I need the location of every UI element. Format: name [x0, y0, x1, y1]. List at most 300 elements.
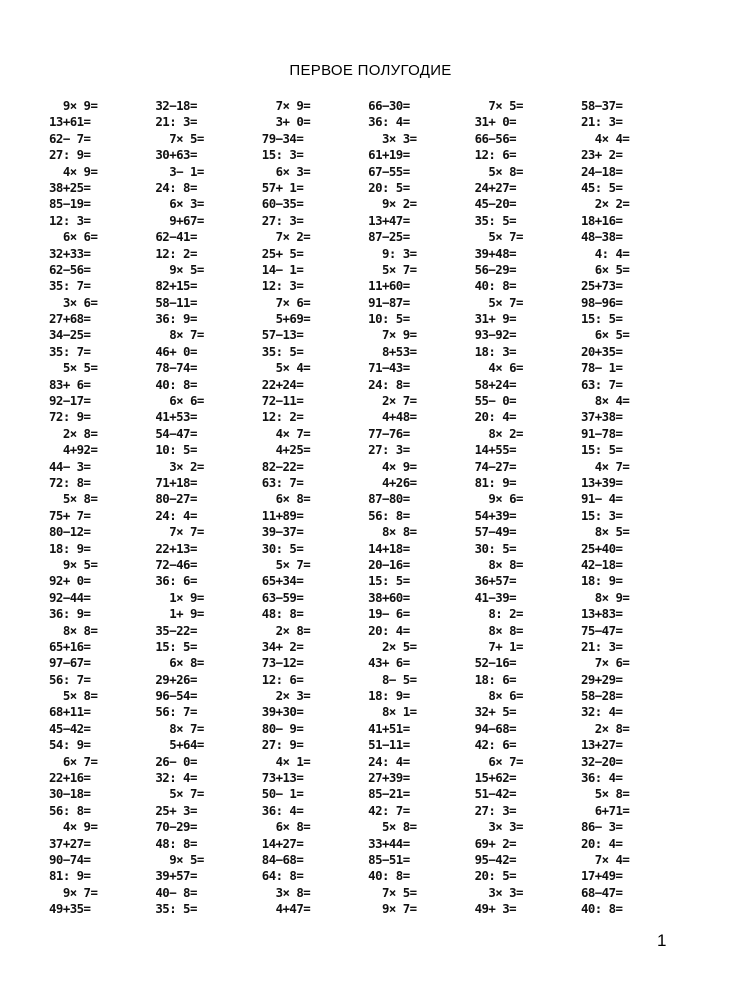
- exercise-item: 78−74=: [155, 360, 197, 376]
- exercise-item: 15: 5=: [368, 573, 410, 589]
- exercise-item: 63: 7=: [261, 474, 304, 490]
- exercise-item: 56: 8=: [368, 507, 410, 523]
- exercise-item: 68−47=: [580, 884, 623, 900]
- exercise-item: 90−74=: [49, 851, 91, 867]
- exercise-item: 36: 4=: [368, 114, 410, 130]
- exercise-item: 8+53=: [368, 343, 417, 359]
- exercise-item: 78− 1=: [580, 360, 623, 376]
- exercise-item: 56: 8=: [49, 802, 91, 818]
- exercise-item: 7× 4=: [580, 851, 630, 867]
- exercise-item: 27: 9=: [261, 737, 304, 753]
- exercise-item: 54−47=: [155, 425, 197, 441]
- exercise-item: 1× 9=: [155, 589, 204, 605]
- exercise-item: 4+26=: [368, 474, 417, 490]
- exercise-item: 2× 2=: [580, 196, 630, 212]
- exercise-item: 4+48=: [368, 409, 417, 425]
- exercise-item: 55− 0=: [474, 393, 517, 409]
- exercise-item: 22+13=: [155, 540, 197, 556]
- exercise-item: 7× 5=: [155, 130, 204, 146]
- page-title: ПЕРВОЕ ПОЛУГОДИЕ: [289, 62, 452, 79]
- exercise-item: 9× 5=: [155, 261, 204, 277]
- exercise-item: 5× 7=: [155, 786, 204, 802]
- exercise-item: 52−16=: [474, 655, 517, 671]
- exercise-item: 8× 5=: [580, 524, 630, 540]
- exercise-item: 12: 3=: [49, 212, 91, 228]
- exercise-item: 51−11=: [368, 737, 410, 753]
- exercise-item: 29+29=: [580, 671, 623, 687]
- exercise-item: 6× 8=: [155, 655, 204, 671]
- exercise-item: 66−56=: [474, 130, 517, 146]
- exercise-item: 8× 2=: [474, 425, 523, 441]
- exercise-item: 70−29=: [155, 819, 197, 835]
- exercise-item: 2× 8=: [49, 425, 98, 441]
- exercise-item: 39−37=: [261, 524, 304, 540]
- exercise-item: 9+67=: [155, 212, 204, 228]
- exercise-item: 97−67=: [49, 655, 91, 671]
- exercise-column: [581, 98, 687, 918]
- exercise-item: 6× 7=: [49, 753, 98, 769]
- exercise-item: 27: 9=: [49, 147, 91, 163]
- exercise-item: 22+16=: [49, 770, 91, 786]
- exercise-item: 35: 7=: [49, 343, 91, 359]
- exercise-item: 9× 9=: [49, 98, 98, 113]
- exercise-item: 46+ 0=: [155, 343, 197, 359]
- exercise-item: 34−25=: [49, 327, 91, 343]
- exercise-item: 7× 6=: [261, 294, 311, 310]
- exercise-item: 45: 5=: [580, 179, 623, 195]
- exercise-item: 8× 4=: [580, 393, 630, 409]
- exercise-item: 6× 3=: [261, 163, 311, 179]
- exercise-item: 4+47=: [261, 901, 311, 917]
- exercise-item: 38+60=: [368, 589, 410, 605]
- exercise-item: 50− 1=: [261, 786, 304, 802]
- exercise-item: 92−17=: [49, 393, 91, 409]
- exercise-item: 5× 5=: [49, 360, 98, 376]
- exercise-item: 21: 3=: [155, 114, 197, 130]
- exercise-item: 35−22=: [155, 622, 197, 638]
- exercise-item: 35: 7=: [49, 278, 91, 294]
- exercise-item: 9: 3=: [368, 245, 417, 261]
- exercise-item: 4+92=: [49, 442, 98, 458]
- exercise-item: 22+24=: [261, 376, 304, 392]
- exercise-item: 64: 8=: [261, 868, 304, 884]
- exercise-item: 73+13=: [261, 770, 304, 786]
- exercise-item: 7× 5=: [474, 98, 523, 113]
- exercise-item: 60−35=: [261, 196, 304, 212]
- exercise-item: 18: 9=: [368, 688, 410, 704]
- exercise-item: 5× 7=: [368, 261, 417, 277]
- exercise-item: 65+34=: [261, 573, 304, 589]
- exercise-item: 57−49=: [474, 524, 517, 540]
- exercise-column: [155, 98, 261, 918]
- exercise-item: 14+18=: [368, 540, 410, 556]
- exercise-item: 39+57=: [155, 868, 197, 884]
- exercise-item: 35: 5=: [474, 212, 517, 228]
- exercise-item: 34+ 2=: [261, 638, 304, 654]
- exercise-item: 20: 5=: [368, 179, 410, 195]
- exercise-item: 5× 7=: [261, 556, 311, 572]
- exercise-item: 8− 5=: [368, 671, 417, 687]
- exercise-item: 66−30=: [368, 98, 410, 113]
- exercise-item: 2× 7=: [368, 393, 417, 409]
- exercise-column: [368, 98, 474, 918]
- exercise-item: 18: 9=: [580, 573, 623, 589]
- exercise-item: 8× 7=: [155, 327, 204, 343]
- exercise-item: 27+68=: [49, 311, 91, 327]
- exercise-item: 62−41=: [155, 229, 197, 245]
- exercise-item: 7× 2=: [261, 229, 311, 245]
- exercise-item: 24+27=: [474, 179, 517, 195]
- exercise-item: 6× 5=: [580, 261, 630, 277]
- exercise-item: 20: 4=: [580, 835, 623, 851]
- exercise-item: 26− 0=: [155, 753, 197, 769]
- exercise-item: 32−18=: [155, 98, 197, 113]
- exercise-item: 13+83=: [580, 606, 623, 622]
- exercise-item: 72−46=: [155, 556, 197, 572]
- exercise-item: 25+ 5=: [261, 245, 304, 261]
- exercise-item: 32−20=: [580, 753, 623, 769]
- exercise-item: 39+30=: [261, 704, 304, 720]
- exercise-item: 8× 6=: [474, 688, 523, 704]
- exercise-item: 18: 3=: [474, 343, 517, 359]
- exercise-item: 42−18=: [580, 556, 623, 572]
- exercise-item: 10: 5=: [155, 442, 197, 458]
- exercise-item: 80−27=: [155, 491, 197, 507]
- exercise-item: 25+73=: [580, 278, 623, 294]
- exercise-item: 91−78=: [580, 425, 623, 441]
- exercise-item: 12: 3=: [261, 278, 304, 294]
- exercise-item: 14− 1=: [261, 261, 304, 277]
- exercise-item: 2× 5=: [368, 638, 417, 654]
- exercise-item: 48: 8=: [261, 606, 304, 622]
- exercise-item: 42: 6=: [474, 737, 517, 753]
- exercise-item: 74−27=: [474, 458, 517, 474]
- exercise-item: 49+ 3=: [474, 901, 517, 917]
- exercise-item: 58−11=: [155, 294, 197, 310]
- exercise-item: 36: 6=: [155, 573, 197, 589]
- exercise-item: 32+33=: [49, 245, 91, 261]
- exercise-item: 3− 1=: [155, 163, 204, 179]
- exercise-item: 8× 8=: [474, 622, 523, 638]
- exercise-item: 87−80=: [368, 491, 410, 507]
- exercise-item: 31+ 0=: [474, 114, 517, 130]
- exercise-item: 20: 4=: [474, 409, 517, 425]
- exercise-item: 20: 4=: [368, 622, 410, 638]
- exercise-item: 62−56=: [49, 261, 91, 277]
- exercise-item: 82−22=: [261, 458, 304, 474]
- exercise-item: 8× 8=: [49, 622, 98, 638]
- exercise-item: 15: 5=: [155, 638, 197, 654]
- exercise-item: 71−43=: [368, 360, 410, 376]
- exercise-item: 7× 5=: [368, 884, 417, 900]
- exercise-item: 27: 3=: [368, 442, 410, 458]
- exercise-item: 81: 9=: [49, 868, 91, 884]
- exercise-item: 87−25=: [368, 229, 410, 245]
- exercise-item: 30+63=: [155, 147, 197, 163]
- exercise-item: 92−44=: [49, 589, 91, 605]
- exercise-item: 85−51=: [368, 851, 410, 867]
- exercise-item: 63: 7=: [580, 376, 623, 392]
- exercise-item: 4× 9=: [49, 819, 98, 835]
- exercise-item: 48−38=: [580, 229, 623, 245]
- exercise-item: 4× 7=: [580, 458, 630, 474]
- exercise-item: 67−55=: [368, 163, 410, 179]
- exercise-item: 30: 5=: [474, 540, 517, 556]
- exercise-item: 2× 3=: [261, 688, 311, 704]
- exercise-item: 54+39=: [474, 507, 517, 523]
- exercise-item: 40: 8=: [474, 278, 517, 294]
- exercise-item: 44− 3=: [49, 458, 91, 474]
- exercise-item: 58+24=: [474, 376, 517, 392]
- exercise-item: 25+40=: [580, 540, 623, 556]
- exercise-item: 32: 4=: [580, 704, 623, 720]
- exercise-item: 14+55=: [474, 442, 517, 458]
- exercise-item: 30−18=: [49, 786, 91, 802]
- exercise-item: 20: 5=: [474, 868, 517, 884]
- exercise-item: 11+60=: [368, 278, 410, 294]
- exercise-grid: [49, 98, 687, 918]
- exercise-item: 38+25=: [49, 179, 91, 195]
- exercise-item: 45−42=: [49, 720, 91, 736]
- exercise-item: 71+18=: [155, 474, 197, 490]
- exercise-item: 6+71=: [580, 802, 630, 818]
- exercise-item: 56: 7=: [49, 671, 91, 687]
- exercise-item: 40: 8=: [580, 901, 623, 917]
- exercise-item: 91− 4=: [580, 491, 623, 507]
- exercise-item: 10: 5=: [368, 311, 410, 327]
- exercise-item: 13+47=: [368, 212, 410, 228]
- exercise-item: 12: 6=: [261, 671, 304, 687]
- exercise-item: 8× 8=: [368, 524, 417, 540]
- exercise-item: 72: 9=: [49, 409, 91, 425]
- exercise-item: 72−11=: [261, 393, 304, 409]
- exercise-item: 91−87=: [368, 294, 410, 310]
- exercise-item: 32+ 5=: [474, 704, 517, 720]
- exercise-item: 86− 3=: [580, 819, 623, 835]
- exercise-item: 80−12=: [49, 524, 91, 540]
- exercise-item: 24: 8=: [368, 376, 410, 392]
- exercise-item: 3× 3=: [474, 819, 523, 835]
- exercise-item: 9× 7=: [368, 901, 417, 917]
- exercise-item: 58−28=: [580, 688, 623, 704]
- exercise-item: 58−37=: [580, 98, 623, 113]
- exercise-item: 7× 9=: [261, 98, 311, 113]
- exercise-item: 5+69=: [261, 311, 311, 327]
- exercise-item: 18+16=: [580, 212, 623, 228]
- exercise-item: 95−42=: [474, 851, 517, 867]
- exercise-item: 61+19=: [368, 147, 410, 163]
- exercise-item: 15: 3=: [580, 507, 623, 523]
- exercise-item: 36: 9=: [49, 606, 91, 622]
- exercise-item: 82+15=: [155, 278, 197, 294]
- exercise-item: 35: 5=: [155, 901, 197, 917]
- exercise-item: 41−39=: [474, 589, 517, 605]
- exercise-item: 3× 8=: [261, 884, 311, 900]
- exercise-item: 30: 5=: [261, 540, 304, 556]
- exercise-item: 11+89=: [261, 507, 304, 523]
- exercise-item: 14+27=: [261, 835, 304, 851]
- exercise-item: 57−13=: [261, 327, 304, 343]
- exercise-item: 8× 9=: [580, 589, 630, 605]
- exercise-item: 2× 8=: [580, 720, 630, 736]
- exercise-item: 8× 7=: [155, 720, 204, 736]
- exercise-column: [262, 98, 368, 918]
- exercise-item: 57+ 1=: [261, 179, 304, 195]
- exercise-item: 12: 2=: [261, 409, 304, 425]
- exercise-item: 93−92=: [474, 327, 517, 343]
- exercise-item: 15: 3=: [261, 147, 304, 163]
- exercise-item: 23+ 2=: [580, 147, 623, 163]
- exercise-item: 18: 9=: [49, 540, 91, 556]
- exercise-item: 27: 3=: [261, 212, 304, 228]
- exercise-column: [475, 98, 581, 918]
- exercise-item: 33+44=: [368, 835, 410, 851]
- exercise-item: 40: 8=: [368, 868, 410, 884]
- exercise-item: 4: 4=: [580, 245, 630, 261]
- exercise-item: 5× 8=: [368, 819, 417, 835]
- exercise-item: 94−68=: [474, 720, 517, 736]
- exercise-item: 45−20=: [474, 196, 517, 212]
- exercise-item: 85−19=: [49, 196, 91, 212]
- exercise-item: 4+25=: [261, 442, 311, 458]
- exercise-item: 41+51=: [368, 720, 410, 736]
- exercise-item: 3+ 0=: [261, 114, 311, 130]
- exercise-item: 6× 6=: [155, 393, 204, 409]
- exercise-item: 1+ 9=: [155, 606, 204, 622]
- exercise-item: 4× 9=: [49, 163, 98, 179]
- exercise-item: 9× 6=: [474, 491, 523, 507]
- exercise-item: 63−59=: [261, 589, 304, 605]
- exercise-item: 6× 6=: [49, 229, 98, 245]
- exercise-item: 6× 7=: [474, 753, 523, 769]
- exercise-item: 62− 7=: [49, 130, 91, 146]
- exercise-item: 40: 8=: [155, 376, 197, 392]
- exercise-item: 18: 6=: [474, 671, 517, 687]
- exercise-item: 4× 7=: [261, 425, 311, 441]
- exercise-item: 24: 8=: [155, 179, 197, 195]
- exercise-item: 77−76=: [368, 425, 410, 441]
- exercise-item: 73−12=: [261, 655, 304, 671]
- exercise-item: 81: 9=: [474, 474, 517, 490]
- exercise-item: 9× 7=: [49, 884, 98, 900]
- exercise-item: 8× 8=: [474, 556, 523, 572]
- exercise-item: 37+27=: [49, 835, 91, 851]
- exercise-item: 9× 2=: [368, 196, 417, 212]
- exercise-item: 56−29=: [474, 261, 517, 277]
- exercise-item: 4× 9=: [368, 458, 417, 474]
- exercise-item: 83+ 6=: [49, 376, 91, 392]
- exercise-item: 40− 8=: [155, 884, 197, 900]
- exercise-item: 21: 3=: [580, 114, 623, 130]
- exercise-item: 12: 2=: [155, 245, 197, 261]
- exercise-item: 5× 8=: [474, 163, 523, 179]
- exercise-item: 6× 5=: [580, 327, 630, 343]
- exercise-item: 25+ 3=: [155, 802, 197, 818]
- exercise-item: 36+57=: [474, 573, 517, 589]
- exercise-item: 3× 6=: [49, 294, 98, 310]
- exercise-item: 32: 4=: [155, 770, 197, 786]
- exercise-item: 49+35=: [49, 901, 91, 917]
- exercise-item: 69+ 2=: [474, 835, 517, 851]
- exercise-item: 75+ 7=: [49, 507, 91, 523]
- exercise-item: 7× 6=: [580, 655, 630, 671]
- exercise-item: 13+61=: [49, 114, 91, 130]
- exercise-item: 7× 7=: [155, 524, 204, 540]
- exercise-item: 48: 8=: [155, 835, 197, 851]
- exercise-item: 5× 7=: [474, 294, 523, 310]
- exercise-item: 72: 8=: [49, 474, 91, 490]
- exercise-item: 24−18=: [580, 163, 623, 179]
- exercise-item: 13+39=: [580, 474, 623, 490]
- exercise-item: 7× 9=: [368, 327, 417, 343]
- exercise-item: 85−21=: [368, 786, 410, 802]
- exercise-item: 13+27=: [580, 737, 623, 753]
- exercise-item: 8: 2=: [474, 606, 523, 622]
- exercise-item: 36: 4=: [580, 770, 623, 786]
- exercise-item: 27+39=: [368, 770, 410, 786]
- exercise-item: 9× 5=: [49, 556, 98, 572]
- exercise-item: 43+ 6=: [368, 655, 410, 671]
- exercise-item: 80− 9=: [261, 720, 304, 736]
- exercise-item: 5+64=: [155, 737, 204, 753]
- exercise-item: 3× 2=: [155, 458, 204, 474]
- exercise-item: 5× 8=: [49, 491, 98, 507]
- exercise-item: 27: 3=: [474, 802, 517, 818]
- page-number: 1: [657, 931, 667, 950]
- exercise-item: 15: 5=: [580, 311, 623, 327]
- exercise-item: 12: 6=: [474, 147, 517, 163]
- exercise-item: 5× 7=: [474, 229, 523, 245]
- exercise-item: 29+26=: [155, 671, 197, 687]
- exercise-column: [49, 98, 155, 918]
- exercise-item: 56: 7=: [155, 704, 197, 720]
- exercise-item: 39+48=: [474, 245, 517, 261]
- exercise-item: 68+11=: [49, 704, 91, 720]
- exercise-item: 3× 3=: [368, 130, 417, 146]
- exercise-item: 36: 9=: [155, 311, 197, 327]
- exercise-item: 84−68=: [261, 851, 304, 867]
- exercise-item: 4× 4=: [580, 130, 630, 146]
- exercise-item: 96−54=: [155, 688, 197, 704]
- exercise-item: 37+38=: [580, 409, 623, 425]
- exercise-item: 20−16=: [368, 556, 410, 572]
- exercise-item: 21: 3=: [580, 638, 623, 654]
- exercise-item: 6× 8=: [261, 819, 311, 835]
- exercise-item: 4× 1=: [261, 753, 311, 769]
- exercise-item: 6× 8=: [261, 491, 311, 507]
- exercise-item: 65+16=: [49, 638, 91, 654]
- exercise-item: 42: 7=: [368, 802, 410, 818]
- exercise-item: 36: 4=: [261, 802, 304, 818]
- exercise-item: 75−47=: [580, 622, 623, 638]
- exercise-item: 92+ 0=: [49, 573, 91, 589]
- exercise-item: 5× 4=: [261, 360, 311, 376]
- exercise-item: 9× 5=: [155, 851, 204, 867]
- exercise-item: 24: 4=: [368, 753, 410, 769]
- exercise-item: 24: 4=: [155, 507, 197, 523]
- exercise-item: 51−42=: [474, 786, 517, 802]
- exercise-item: 98−96=: [580, 294, 623, 310]
- exercise-item: 5× 8=: [580, 786, 630, 802]
- exercise-item: 54: 9=: [49, 737, 91, 753]
- exercise-item: 19− 6=: [368, 606, 410, 622]
- exercise-item: 15+62=: [474, 770, 517, 786]
- exercise-item: 17+49=: [580, 868, 623, 884]
- exercise-item: 41+53=: [155, 409, 197, 425]
- exercise-item: 6× 3=: [155, 196, 204, 212]
- exercise-item: 35: 5=: [261, 343, 304, 359]
- exercise-item: 8× 1=: [368, 704, 417, 720]
